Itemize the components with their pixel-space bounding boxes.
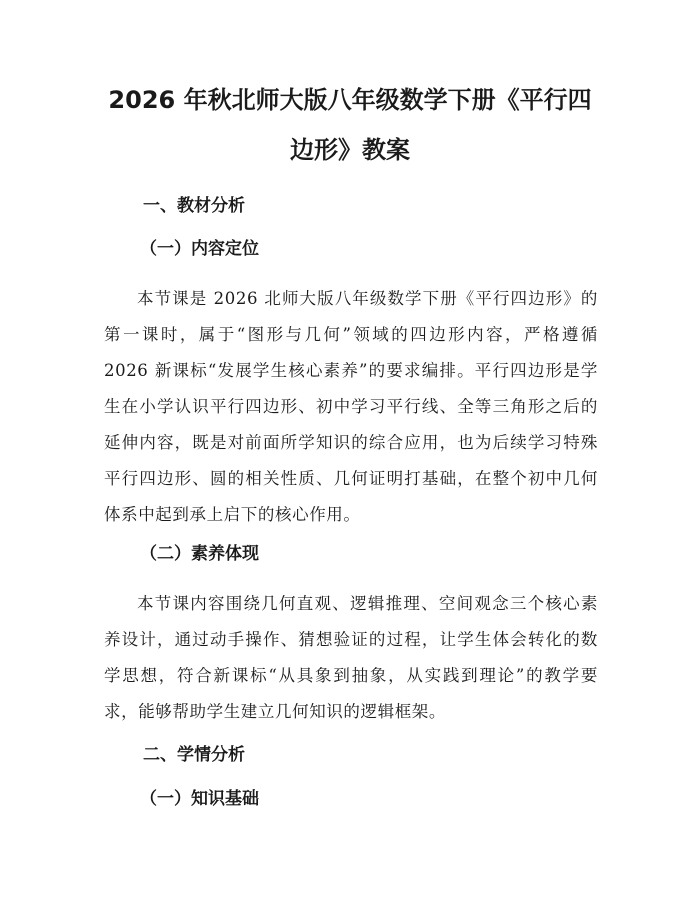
document-title-line-1: 2026 年秋北师大版八年级数学下册《平行四 [108,86,592,114]
subsection-heading-content-positioning: （一）内容定位 [140,239,259,259]
paragraph-literacy: 本节课内容围绕几何直观、逻辑推理、空间观念三个核心素养设计，通过动手操作、猜想验证的过程，让学生体会转化的数学思想，符合新课标“从具象到抽象，从实践到理论”的教学要求，能够帮助学生建立几何知识的逻辑框架。 [104,594,598,721]
document-title-line-2: 边形》教案 [290,136,410,164]
section-heading-materials-analysis: 一、教材分析 [143,196,245,216]
subsection-heading-literacy: （二）素养体现 [140,544,259,564]
subsection-heading-knowledge-base: （一）知识基础 [140,789,259,809]
section-heading-student-analysis: 二、学情分析 [143,745,245,765]
paragraph-content-positioning: 本节课是 2026 北师大版八年级数学下册《平行四边形》的第一课时，属于“图形与几何”领域的四边形内容，严格遵循 2026 新课标“发展学生核心素养”的要求编排。平行四边形是学生在小学认识平行四边形、初中学习平行线、全等三角形之后的延伸内容，既是对前面所学知识的综合应用，也为后续学习特殊平行四边形、圆的相关性质、几何证明打基础，在整个初中几何体系中起到承上启下的核心作用。 [104,289,598,524]
